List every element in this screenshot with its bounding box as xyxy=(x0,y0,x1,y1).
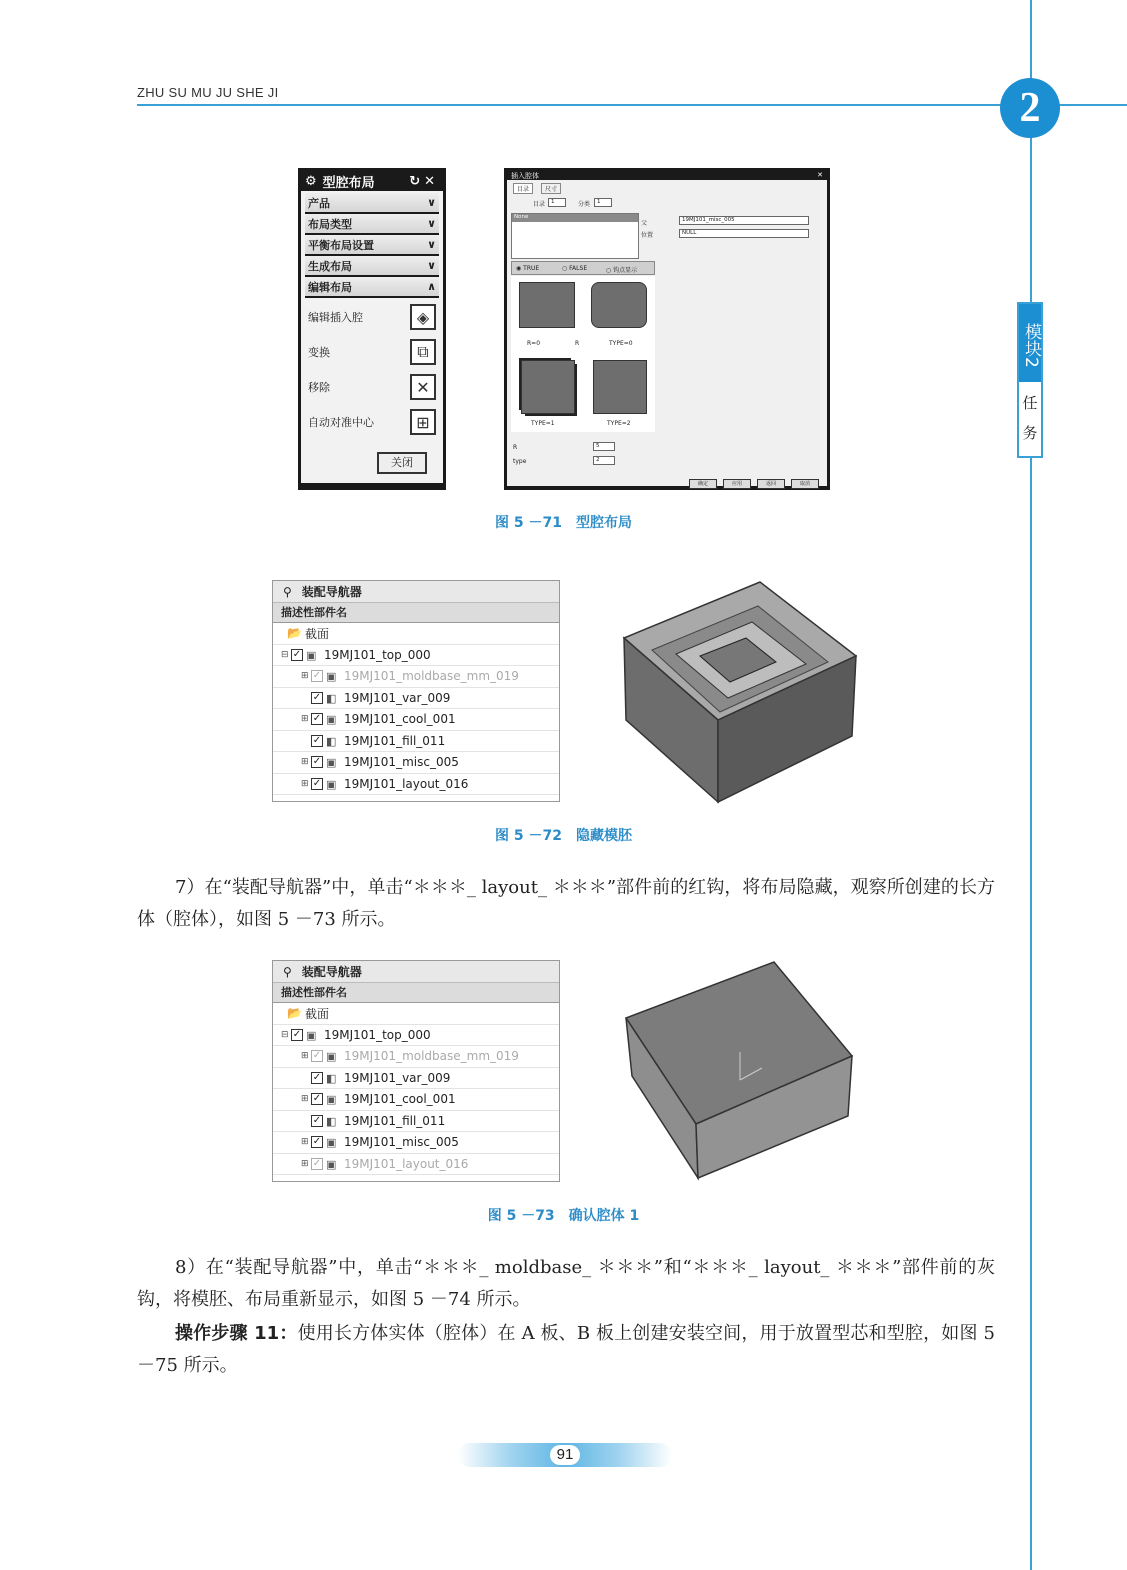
step11-text: 使用长方体实体（腔体）在 A 板、B 板上创建安装空间，用于放置型芯和型腔，如图 5 －75 所示。 xyxy=(137,1323,995,1376)
assembly-navigator-2 xyxy=(272,960,560,1182)
column-header[interactable]: 描述性部件名 xyxy=(273,983,559,1003)
checkbox[interactable]: ✓ xyxy=(292,648,302,660)
row-label: 19MJ101_fill_011 xyxy=(344,733,446,748)
assembly-icon: ▣ xyxy=(306,648,317,662)
row-label: 19MJ101_layout_016 xyxy=(344,1156,469,1171)
dialog-title: 插入腔体 xyxy=(511,172,539,180)
module-label: 模块2 xyxy=(1019,304,1041,382)
part-icon: ◧ xyxy=(326,1071,337,1085)
shape-label: R xyxy=(575,340,580,347)
dialog-titlebar xyxy=(301,171,443,191)
remove-row xyxy=(305,371,439,403)
assembly-icon: ▣ xyxy=(326,777,337,791)
checkbox[interactable]: ✓ xyxy=(312,713,322,725)
expand-icon[interactable]: ⊞ xyxy=(301,1094,309,1105)
gear-icon[interactable]: ⚙ xyxy=(305,173,317,189)
shape-label: TYPE=1 xyxy=(531,420,555,427)
shape-r0[interactable] xyxy=(519,282,575,328)
section-layout-type[interactable] xyxy=(305,214,439,235)
paragraph-step8: 8）在“装配导航器”中，单击“＊＊＊_ moldbase_ ＊＊＊”和“＊＊＊_ layout_ ＊＊＊”部件前的灰钩，将模胚、布局重新显示，如图 5 －74 所示。 xyxy=(137,1257,995,1310)
section-label: 生成布局 xyxy=(308,259,352,273)
tree-row[interactable] xyxy=(273,1111,559,1133)
section-generate[interactable] xyxy=(305,256,439,277)
folder-icon: 📂 xyxy=(287,1006,302,1021)
checkbox[interactable]: ✓ xyxy=(292,1028,302,1040)
section-label: 布局类型 xyxy=(308,217,352,231)
item-label: 移除 xyxy=(308,381,330,394)
param-r-label: R xyxy=(513,444,518,451)
margin-rule xyxy=(1030,0,1032,1570)
close-icon[interactable]: ✕ xyxy=(817,171,823,179)
figure-caption-71: 图 5 －71 型腔布局 xyxy=(495,515,632,531)
chevron-up-icon: ∧ xyxy=(427,280,436,293)
shape-label: TYPE=0 xyxy=(609,340,633,347)
paragraph-step7: 7）在“装配导航器”中，单击“＊＊＊_ layout_ ＊＊＊”部件前的红钩，将布局隐藏，观察所创建的长方体（腔体），如图 5 －73 所示。 xyxy=(137,877,995,930)
shape-label: TYPE=2 xyxy=(607,420,631,427)
item-label: 变换 xyxy=(308,346,330,359)
task-char-1: 任 xyxy=(1022,394,1038,412)
tree-row[interactable] xyxy=(273,752,559,774)
field-label-position: 位置 xyxy=(641,232,654,239)
tree-row[interactable] xyxy=(273,1089,559,1111)
folder-label: 截面 xyxy=(304,626,329,641)
radio-bar xyxy=(511,261,655,275)
chevron-down-icon: ∨ xyxy=(427,196,436,209)
catalog-label: 目录 xyxy=(533,201,546,208)
assembly-icon: ▣ xyxy=(326,1136,337,1150)
close-icon[interactable]: ✕ xyxy=(424,173,439,189)
class-label: 分类 xyxy=(578,201,591,208)
cancel-button[interactable]: 取消 xyxy=(791,479,819,489)
class-select[interactable]: 1 xyxy=(594,198,612,207)
checkbox[interactable]: ✓ xyxy=(312,734,322,746)
step11-label: 操作步骤 11： xyxy=(175,1323,298,1344)
chevron-down-icon: ∨ xyxy=(427,238,436,251)
tab-catalog[interactable]: 目录 xyxy=(513,183,533,194)
transform-row xyxy=(305,336,439,368)
assembly-icon: ▣ xyxy=(326,1050,337,1064)
row-label: 19MJ101_moldbase_mm_019 xyxy=(344,669,519,684)
catalog-list[interactable] xyxy=(511,213,639,259)
assembly-icon: ▣ xyxy=(326,1157,337,1171)
assembly-icon: ▣ xyxy=(326,1093,337,1107)
param-r-input[interactable]: 5 xyxy=(593,442,615,451)
insert-cavity-icon[interactable]: ◈ xyxy=(410,304,436,330)
row-label: 19MJ101_layout_016 xyxy=(344,776,469,791)
tree-row[interactable] xyxy=(273,774,559,796)
part-icon: ◧ xyxy=(326,734,337,748)
center-icon[interactable]: ⊞ xyxy=(410,409,436,435)
item-label: 自动对准中心 xyxy=(308,416,374,429)
tree-row[interactable] xyxy=(273,1046,559,1068)
ok-button[interactable]: 确定 xyxy=(689,479,717,489)
part-icon: ◧ xyxy=(326,1114,337,1128)
radio-false[interactable]: ○ FALSE xyxy=(562,265,588,272)
folder-label: 截面 xyxy=(304,1006,329,1021)
tree-row[interactable] xyxy=(273,1025,559,1047)
chapter-badge: 2 xyxy=(1000,78,1060,138)
shape-type0[interactable] xyxy=(591,282,647,328)
checkbox[interactable]: ✓ xyxy=(312,756,322,768)
back-button[interactable]: 返回 xyxy=(757,479,785,489)
shape-label: R=0 xyxy=(527,340,541,347)
tree-row[interactable] xyxy=(273,731,559,753)
part-icon: ◧ xyxy=(326,691,337,705)
expand-icon[interactable]: ⊞ xyxy=(301,1137,309,1148)
row-label: 19MJ101_top_000 xyxy=(324,647,431,662)
task-char-2: 务 xyxy=(1022,424,1038,442)
row-label: 19MJ101_top_000 xyxy=(324,1027,431,1042)
folder-icon: 📂 xyxy=(287,626,302,641)
column-header[interactable]: 描述性部件名 xyxy=(273,603,559,623)
param-type-input[interactable]: 2 xyxy=(593,456,615,465)
section-product[interactable] xyxy=(305,193,439,214)
task-label xyxy=(1019,382,1041,448)
checkbox[interactable]: ✓ xyxy=(312,1136,322,1148)
expand-icon[interactable]: ⊞ xyxy=(301,671,309,682)
assembly-icon: ▣ xyxy=(306,1028,317,1042)
module-side-tab xyxy=(1017,302,1043,458)
section-label: 产品 xyxy=(308,196,330,210)
row-label: 19MJ101_moldbase_mm_019 xyxy=(344,1049,519,1064)
mold-model-view xyxy=(600,570,870,810)
row-label: 19MJ101_cool_001 xyxy=(344,1092,456,1107)
checkbox[interactable]: ✓ xyxy=(312,1071,322,1083)
item-label: 编辑插入腔 xyxy=(308,311,363,324)
navigator-header xyxy=(273,961,559,983)
navigator-title: 装配导航器 xyxy=(301,965,362,979)
remove-icon[interactable]: ✕ xyxy=(410,374,436,400)
tab-size[interactable]: 尺寸 xyxy=(541,183,561,194)
param-type-label: type xyxy=(513,458,527,465)
running-header: ZHU SU MU JU SHE JI xyxy=(137,85,279,100)
tree-row[interactable] xyxy=(273,1132,559,1154)
expand-icon[interactable]: ⊞ xyxy=(301,714,309,725)
section-edit[interactable] xyxy=(305,277,439,298)
radio-true[interactable]: ◉ TRUE xyxy=(516,265,540,272)
navigator-header xyxy=(273,581,559,603)
checkbox[interactable]: ✓ xyxy=(312,777,322,789)
page-number: 91 xyxy=(550,1445,580,1465)
section-balance[interactable] xyxy=(305,235,439,256)
checkbox[interactable]: ✓ xyxy=(312,1157,322,1169)
catalog-select[interactable]: 1 xyxy=(548,198,566,207)
row-label: 19MJ101_var_009 xyxy=(344,1070,451,1085)
paragraph-step11 xyxy=(137,1318,995,1382)
checkbox[interactable]: ✓ xyxy=(312,1050,322,1062)
transform-icon[interactable]: ⧉ xyxy=(410,339,436,365)
position-select[interactable]: NULL xyxy=(679,229,809,238)
chevron-down-icon: ∨ xyxy=(427,217,436,230)
figure-caption-73: 图 5 －73 确认腔体 1 xyxy=(487,1208,640,1224)
figure-caption-72: 图 5 －72 隐藏模胚 xyxy=(495,828,632,844)
tree-folder[interactable] xyxy=(273,623,559,645)
edit-insert-cavity-row xyxy=(305,301,439,333)
collapse-icon[interactable]: ⊟ xyxy=(281,1029,289,1040)
assembly-icon: ▣ xyxy=(326,756,337,770)
collapse-icon[interactable]: ⊟ xyxy=(281,649,289,660)
row-label: 19MJ101_misc_005 xyxy=(344,755,459,770)
expand-icon[interactable]: ⊞ xyxy=(301,757,309,768)
reset-icon[interactable]: ↻ xyxy=(409,173,425,189)
row-label: 19MJ101_fill_011 xyxy=(344,1113,446,1128)
apply-button[interactable]: 应用 xyxy=(723,479,751,489)
cavity-layout-dialog xyxy=(298,168,446,490)
expand-icon[interactable]: ⊞ xyxy=(301,1051,309,1062)
row-label: 19MJ101_cool_001 xyxy=(344,712,456,727)
cavity-block-view xyxy=(612,956,864,1186)
close-button[interactable]: 关闭 xyxy=(377,452,427,474)
header-rule xyxy=(137,104,1127,106)
expand-icon[interactable]: ⊞ xyxy=(301,1158,309,1169)
checkbox[interactable]: ✓ xyxy=(312,1114,322,1126)
assembly-icon: ▣ xyxy=(326,670,337,684)
assembly-icon: ▣ xyxy=(326,713,337,727)
section-label: 平衡布局设置 xyxy=(308,238,374,252)
navigator-title: 装配导航器 xyxy=(301,585,362,599)
radio-third[interactable]: ○ 钩点显示 xyxy=(606,267,638,274)
page-number-ribbon xyxy=(458,1443,672,1467)
chevron-down-icon: ∨ xyxy=(427,259,436,272)
tree-row[interactable] xyxy=(273,1154,559,1176)
list-item[interactable]: None xyxy=(512,214,638,222)
assembly-navigator xyxy=(272,580,560,802)
pin-icon[interactable]: ⚲ xyxy=(283,584,292,599)
parent-select[interactable]: 19MJ101_misc_005 xyxy=(679,216,809,225)
tree-row[interactable] xyxy=(273,688,559,710)
tree-row[interactable] xyxy=(273,709,559,731)
checkbox[interactable]: ✓ xyxy=(312,670,322,682)
field-label-parent: 父 xyxy=(641,220,648,227)
pin-icon[interactable]: ⚲ xyxy=(283,964,292,979)
tree-row[interactable] xyxy=(273,666,559,688)
shape-type1[interactable] xyxy=(521,360,575,414)
auto-center-row xyxy=(305,406,439,438)
checkbox[interactable]: ✓ xyxy=(312,691,322,703)
checkbox[interactable]: ✓ xyxy=(312,1093,322,1105)
shape-type2[interactable] xyxy=(593,360,647,414)
tree-row[interactable] xyxy=(273,645,559,667)
expand-icon[interactable]: ⊞ xyxy=(301,778,309,789)
tree-row[interactable] xyxy=(273,1068,559,1090)
dialog-title: 型腔布局 xyxy=(322,175,375,191)
insert-cavity-dialog xyxy=(504,168,830,490)
row-label: 19MJ101_misc_005 xyxy=(344,1135,459,1150)
section-label: 编辑布局 xyxy=(308,280,352,294)
tree-folder[interactable] xyxy=(273,1003,559,1025)
row-label: 19MJ101_var_009 xyxy=(344,690,451,705)
dialog-titlebar xyxy=(507,171,827,180)
shape-preview xyxy=(511,276,655,432)
